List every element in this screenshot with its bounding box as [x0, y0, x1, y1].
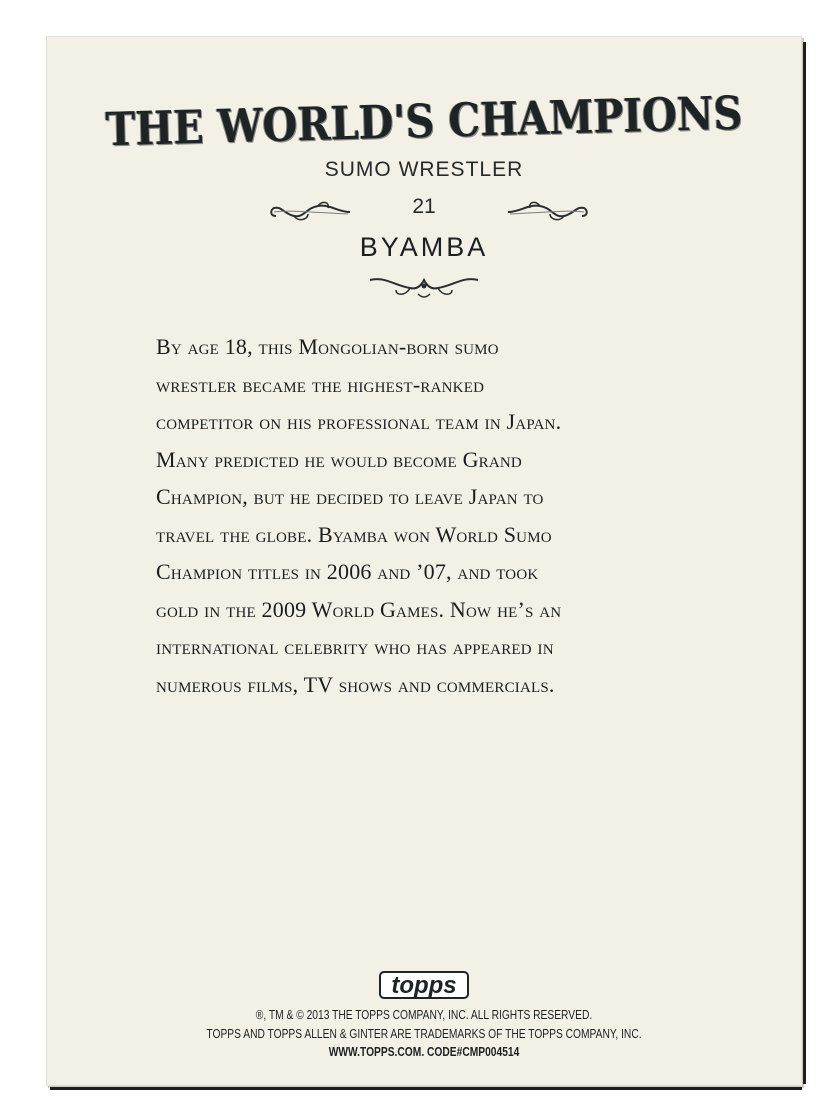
bio-line: travel the globe. Byamba won World Sumo [156, 521, 552, 547]
flourish-ornament-icon [506, 198, 590, 224]
bio-line: competitor on his professional team in Japan. [156, 409, 562, 434]
biography-text [156, 328, 696, 703]
bio-line: international celebrity who has appeared in [156, 634, 554, 659]
bio-line: numerous films, TV shows and commercials. [156, 671, 555, 697]
bio-line: gold in the 2009 World Games. Now he’s an [156, 596, 562, 622]
card-number: 21 [412, 195, 436, 218]
bio-line: wrestler became the highest-ranked [156, 371, 485, 397]
player-name: BYAMBA [359, 232, 489, 262]
bio-line: Champion, but he decided to leave Japan to [156, 484, 544, 509]
topps-logo-icon [376, 968, 472, 1002]
category-label: SUMO WRESTLER [324, 158, 524, 181]
brand-wordmark: topps [391, 972, 457, 999]
bio-line: Champion titles in 2006 and ’07, and took [156, 559, 539, 584]
series-title: THE WORLD'S CHAMPIONS [104, 86, 744, 157]
trading-card-back [46, 36, 802, 1086]
card-edge-shadow-right [803, 42, 806, 1084]
flourish-ornament-icon [366, 272, 482, 300]
legal-copyright: ®, TM & © 2013 THE TOPPS COMPANY, INC. ALL RIGHTS RESERVED. [255, 1008, 593, 1022]
bio-line: Many predicted he would become Grand [156, 446, 522, 472]
legal-website-code: WWW.TOPPS.COM. CODE#CMP004514 [328, 1045, 520, 1059]
legal-trademark: TOPPS AND TOPPS ALLEN & GINTER ARE TRADEMARKS OF THE TOPPS COMPANY, INC. [206, 1027, 642, 1041]
bio-line: By age 18, this Mongolian-born sumo [156, 334, 499, 359]
card-edge-shadow-bottom [50, 1087, 802, 1090]
